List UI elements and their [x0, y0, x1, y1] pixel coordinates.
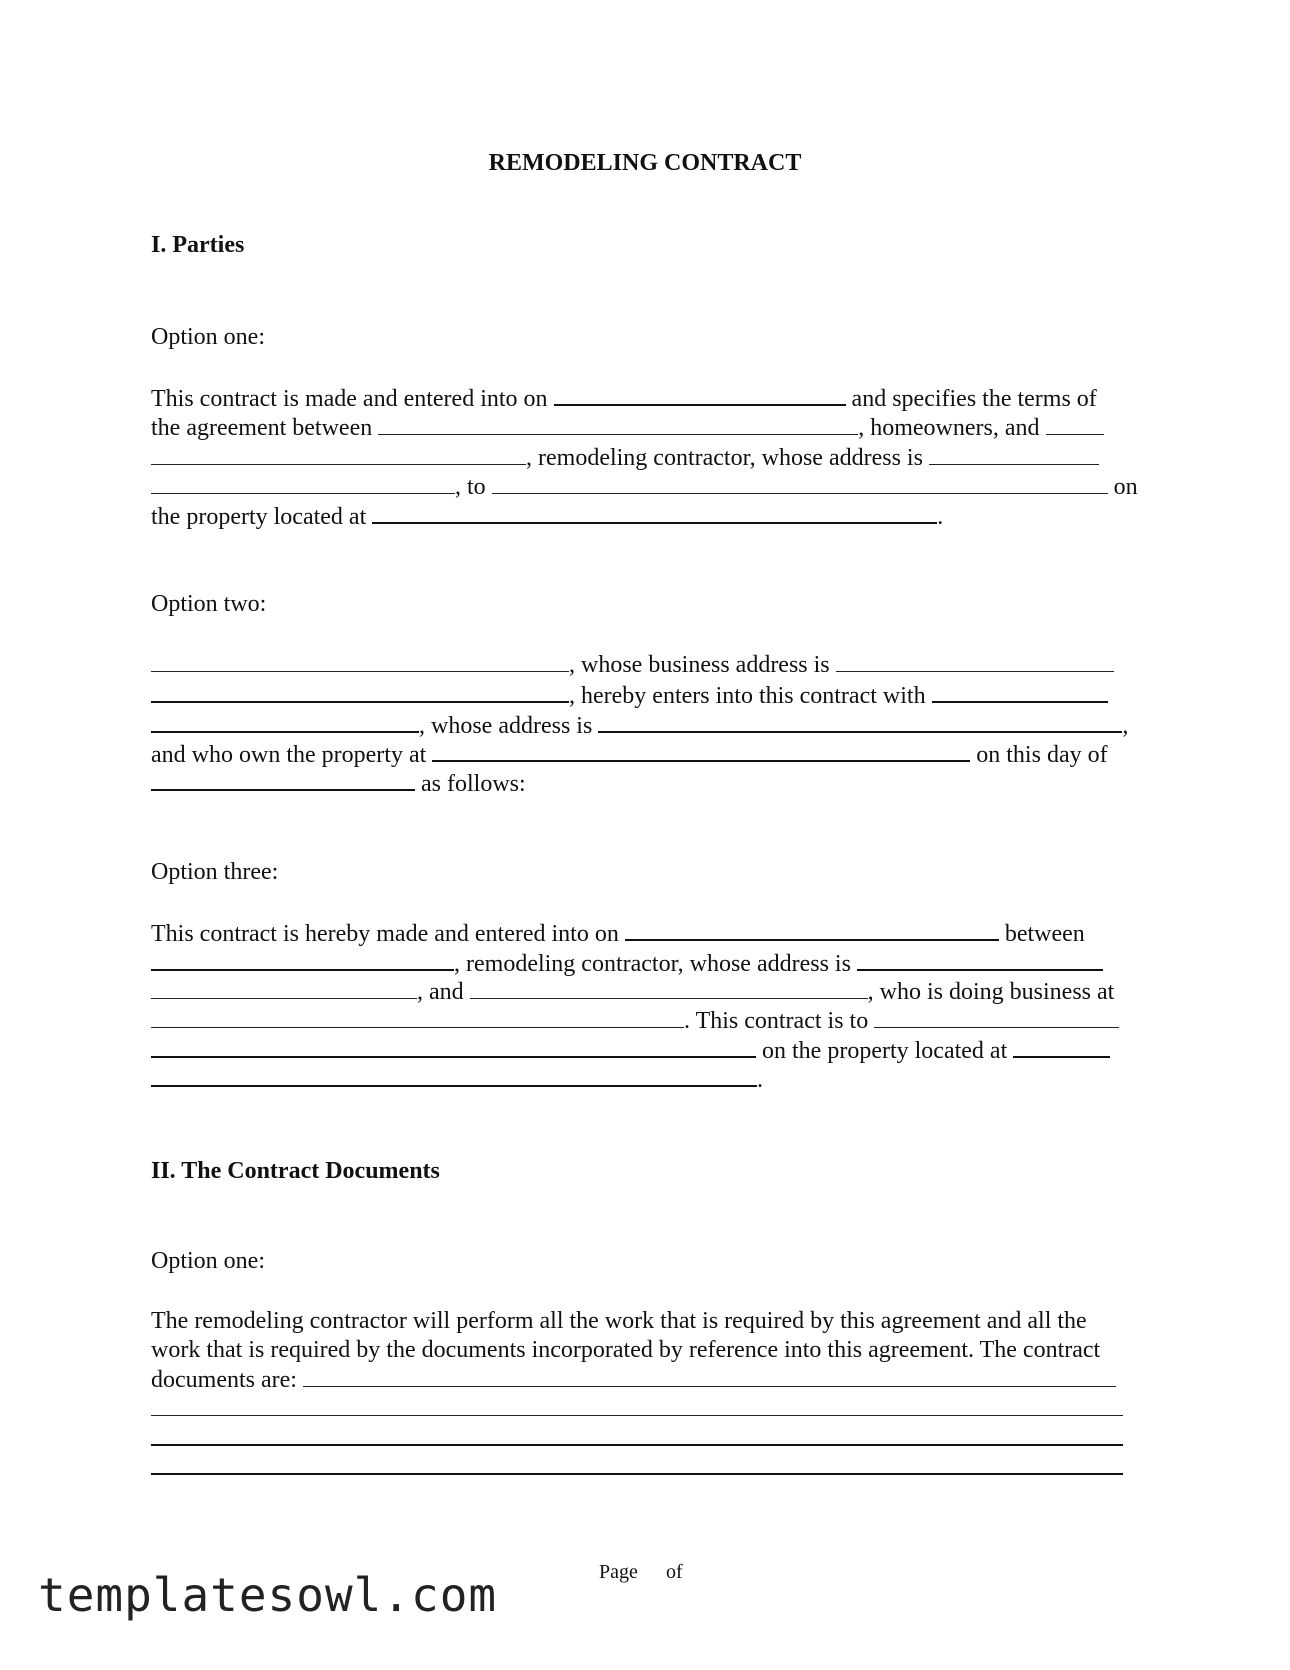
option-three-label: Option three: [151, 859, 279, 885]
contract-documents-line-3[interactable] [151, 1444, 1123, 1446]
text: , hereby enters into this contract with [569, 683, 926, 709]
option-two-label: Option two: [151, 591, 267, 617]
option3-line3 [151, 976, 1114, 1007]
section-heading-contract-documents: II. The Contract Documents [151, 1158, 440, 1184]
option3-line4 [151, 1005, 1119, 1036]
text: and who own the property at [151, 742, 427, 768]
property-address-field[interactable] [432, 738, 970, 762]
date-field[interactable] [625, 917, 999, 941]
option1-line5 [151, 500, 943, 532]
text: , whose address is [419, 713, 593, 739]
text: . [757, 1067, 763, 1093]
text: , whose business address is [569, 652, 830, 678]
contractor-name-field[interactable] [1046, 412, 1104, 435]
option1-line1 [151, 382, 1097, 414]
homeowner-name-field[interactable] [470, 976, 868, 999]
business-address-field[interactable] [836, 649, 1114, 672]
contract-documents-line-4[interactable] [151, 1473, 1123, 1475]
section2-paragraph-line2: work that is required by the documents incorporated by reference into this agreement. The contract [151, 1337, 1101, 1363]
contractor-name-field[interactable] [151, 649, 569, 672]
contractor-address-field-cont[interactable] [151, 471, 455, 494]
option3-line5 [151, 1034, 1110, 1066]
text: , homeowners, and [858, 415, 1040, 441]
text: , who is doing business at [867, 979, 1115, 1005]
page-label: Page [599, 1561, 638, 1583]
text: This contract is hereby made and entered into on [151, 921, 619, 947]
contractor-name-field-cont[interactable] [151, 442, 526, 465]
text: the agreement between [151, 415, 373, 441]
business-address-field-cont[interactable] [151, 679, 569, 703]
option2-line5 [151, 767, 526, 799]
text: , and [417, 979, 464, 1005]
property-address-field[interactable] [1013, 1034, 1110, 1058]
option3-line1 [151, 917, 1085, 949]
option2-line3 [151, 709, 1128, 741]
option1-line2 [151, 412, 1104, 443]
text: between [1004, 921, 1085, 947]
text: . This contract is to [684, 1008, 869, 1034]
date-field[interactable] [554, 382, 846, 406]
of-label: of [666, 1561, 683, 1583]
option1-line3 [151, 442, 1099, 473]
text: on this day of [976, 742, 1108, 768]
contractor-address-field[interactable] [857, 947, 1103, 971]
work-description-field-cont[interactable] [151, 1034, 756, 1058]
section2-paragraph-line1: The remodeling contractor will perform all the work that is required by this agreement and all the [151, 1308, 1087, 1334]
contractor-address-field-cont[interactable] [151, 976, 417, 999]
page-title: REMODELING CONTRACT [488, 150, 802, 176]
contractor-address-field[interactable] [929, 442, 1099, 465]
text: on the property located at [762, 1038, 1008, 1064]
work-description-field[interactable] [492, 471, 1108, 494]
text: and specifies the terms of [851, 386, 1097, 412]
text: . [937, 504, 944, 530]
contract-documents-field[interactable] [303, 1364, 1116, 1387]
text: the property located at [151, 504, 367, 530]
text: on [1113, 474, 1138, 500]
property-address-field-cont[interactable] [151, 1063, 757, 1087]
option3-line6 [151, 1063, 763, 1095]
option2-line1 [151, 649, 1114, 680]
contract-documents-line-2[interactable] [151, 1415, 1123, 1416]
work-description-field[interactable] [874, 1005, 1119, 1028]
text: , to [455, 474, 486, 500]
text: documents are: [151, 1367, 297, 1393]
watermark: templatesowl.com [38, 1568, 498, 1622]
homeowner-name-field-cont[interactable] [151, 709, 419, 733]
text: This contract is made and entered into on [151, 386, 548, 412]
option2-line4 [151, 738, 1108, 770]
homeowners-field[interactable] [378, 412, 858, 435]
section-heading-parties: I. Parties [151, 232, 245, 258]
homeowner-address-field[interactable] [598, 709, 1122, 733]
business-address-field[interactable] [151, 1005, 684, 1028]
date-field[interactable] [151, 767, 415, 791]
section2-option-one-label: Option one: [151, 1248, 265, 1274]
option3-line2 [151, 947, 1103, 979]
option-one-label: Option one: [151, 324, 265, 350]
text: , remodeling contractor, whose address is [454, 951, 851, 977]
text: , [1122, 713, 1129, 739]
contractor-name-field[interactable] [151, 947, 454, 971]
option1-line4 [151, 471, 1138, 502]
text: , remodeling contractor, whose address is [526, 445, 923, 471]
option2-line2 [151, 679, 1108, 711]
text: as follows: [421, 771, 526, 797]
property-address-field[interactable] [372, 500, 937, 524]
section2-paragraph-line3 [151, 1364, 1116, 1395]
homeowner-name-field[interactable] [932, 679, 1108, 703]
